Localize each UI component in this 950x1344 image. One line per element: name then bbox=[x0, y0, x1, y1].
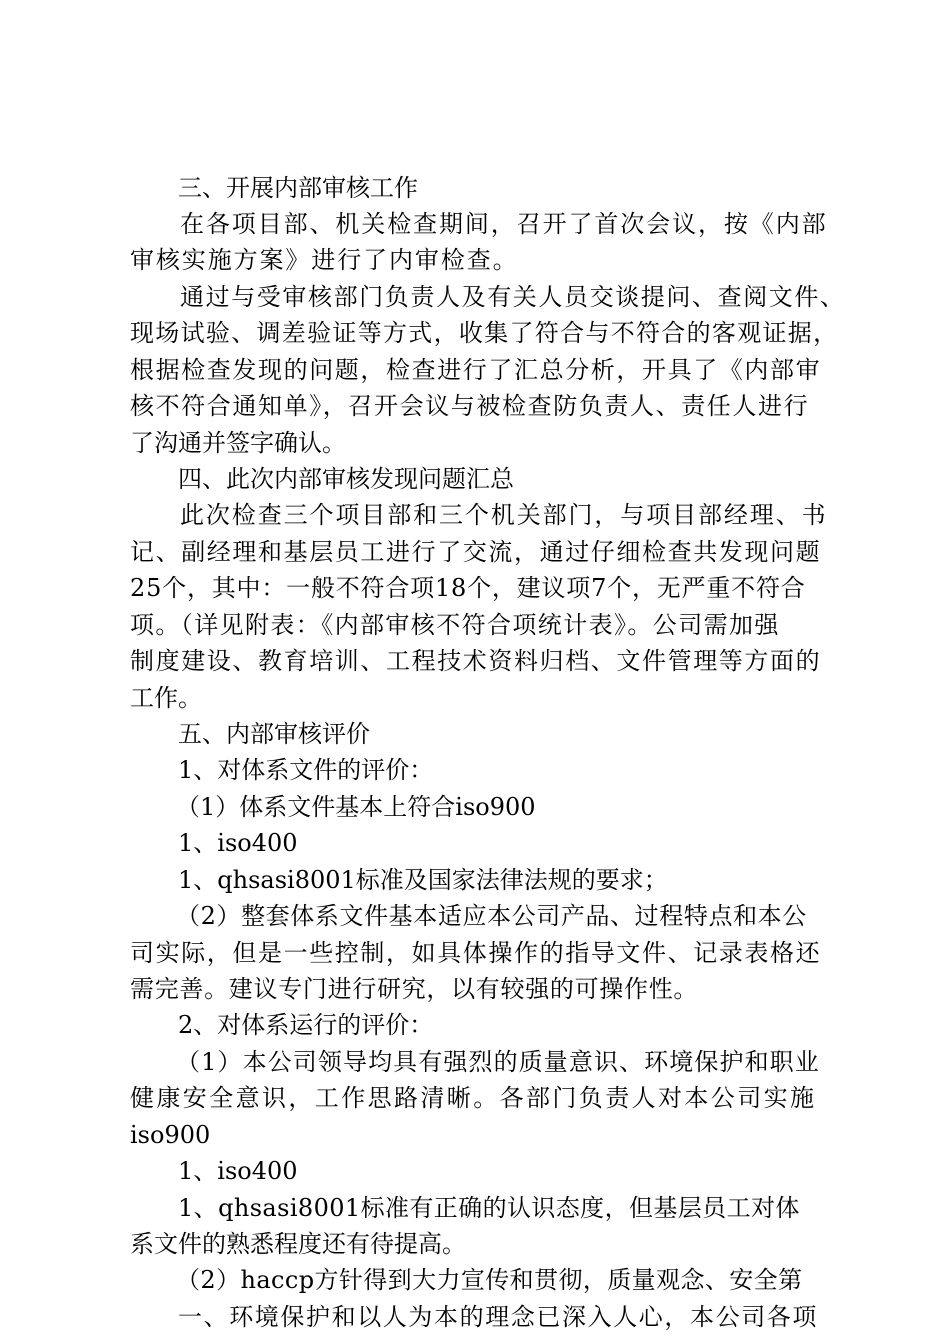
subheading-line: 2、对体系运行的评价： bbox=[178, 1011, 434, 1039]
paragraph-line: 项。（详见附表：《内部审核不符合项统计表》。公司需加强 bbox=[130, 611, 780, 639]
paragraph-line: 此次检查三个项目部和三个机关部门，与项目部经理、书 bbox=[180, 501, 828, 529]
subheading-line: 1、对体系文件的评价： bbox=[178, 756, 434, 784]
paragraph-line: 健康安全意识，工作思路清晰。各部门负责人对本公司实施 bbox=[130, 1084, 817, 1112]
heading-section-5: 五、内部审核评价 bbox=[178, 720, 370, 748]
paragraph-line: 25个，其中：一般不符合项18个，建议项7个，无严重不符合 bbox=[130, 574, 806, 602]
paragraph-line: 1、iso400 bbox=[178, 829, 298, 857]
paragraph-line: 司实际，但是一些控制，如具体操作的指导文件、记录表格还 bbox=[130, 939, 822, 967]
paragraph-line: iso900 bbox=[130, 1121, 211, 1149]
paragraph-line: 了沟通并签字确认。 bbox=[130, 429, 346, 457]
paragraph-line: 工作。 bbox=[130, 684, 202, 712]
paragraph-line: 制度建设、教育培训、工程技术资料归档、文件管理等方面的 bbox=[130, 647, 822, 675]
paragraph-line: 根据检查发现的问题，检查进行了汇总分析，开具了《内部审 bbox=[130, 356, 822, 384]
heading-section-4: 四、此次内部审核发现问题汇总 bbox=[178, 465, 514, 493]
paragraph-line: 1、iso400 bbox=[178, 1157, 298, 1185]
paragraph-line: 1、qhsasi8001标准及国家法律法规的要求； bbox=[178, 866, 668, 894]
paragraph-line: 系文件的熟悉程度还有待提高。 bbox=[130, 1230, 466, 1258]
heading-section-3: 三、开展内部审核工作 bbox=[178, 174, 418, 202]
paragraph-line: 现场试验、调差验证等方式，收集了符合与不符合的客观证据， bbox=[130, 319, 839, 347]
paragraph-line: 1、qhsasi8001标准有正确的认识态度，但基层员工对体 bbox=[178, 1194, 800, 1222]
paragraph-line: 记、副经理和基层员工进行了交流，通过仔细检查共发现问题 bbox=[130, 538, 822, 566]
paragraph-line: （2）整套体系文件基本适应本公司产品、过程特点和本公 bbox=[176, 902, 807, 930]
paragraph-line: 一、环境保护和以人为本的理念已深入人心，本公司各项 bbox=[178, 1303, 818, 1331]
paragraph-line: （2）haccp方针得到大力宣传和贯彻，质量观念、安全第 bbox=[176, 1266, 803, 1294]
paragraph-line: 需完善。建议专门进行研究，以有较强的可操作性。 bbox=[130, 975, 699, 1003]
paragraph-line: （1）体系文件基本上符合iso900 bbox=[176, 793, 536, 821]
paragraph-line: 审核实施方案》进行了内审检查。 bbox=[130, 246, 519, 274]
paragraph-line: 核不符合通知单》，召开会议与被检查防负责人、责任人进行 bbox=[130, 392, 810, 420]
paragraph-line: 在各项目部、机关检查期间，召开了首次会议，按《内部 bbox=[180, 210, 828, 238]
paragraph-line: 通过与受审核部门负责人及有关人员交谈提问、查阅文件、 bbox=[180, 283, 846, 311]
paragraph-line: （1）本公司领导均具有强烈的质量意识、环境保护和职业 bbox=[176, 1048, 820, 1076]
